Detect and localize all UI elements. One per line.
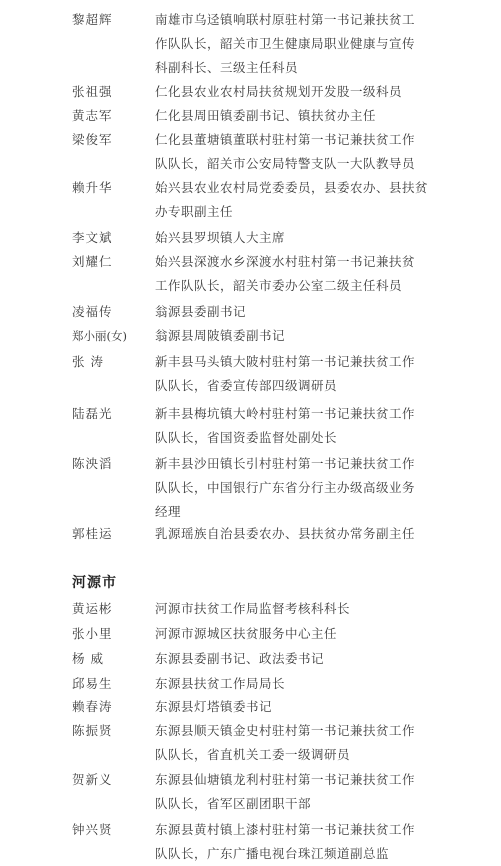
position-line: 队队长，中国银行广东省分行主办级高级业务	[155, 480, 416, 495]
position-line: 河源市扶贫工作局监督考核科科长	[155, 601, 351, 616]
person-name: 黄运彬	[72, 601, 113, 616]
person-position	[155, 597, 447, 621]
position-line: 始兴县罗坝镇人大主席	[155, 230, 286, 245]
person-name: 张祖强	[72, 84, 113, 99]
position-line: 翁源县委副书记	[155, 304, 247, 319]
section-heading: 河源市	[72, 575, 117, 591]
person-name: 张 涛	[72, 354, 104, 369]
person-name: 郭桂运	[72, 526, 113, 541]
position-line: 队队长，韶关市公安局特警支队一大队教导员	[155, 156, 416, 171]
position-line: 始兴县农业农村局党委委员，县委农办、县扶贫	[155, 180, 429, 195]
position-line: 新丰县马头镇大陂村驻村第一书记兼扶贫工作	[155, 354, 416, 369]
position-line: 作队队长，韶关市卫生健康局职业健康与宣传	[155, 36, 416, 51]
person-name: 杨 威	[72, 651, 104, 666]
position-line: 科副科长、三级主任科员	[155, 60, 299, 75]
person-position	[155, 350, 447, 398]
position-line: 队队长，省委宣传部四级调研员	[155, 378, 338, 393]
position-line: 队队长，省国资委监督处副处长	[155, 430, 338, 445]
person-position	[155, 104, 447, 128]
position-line: 队队长，广东广播电视台珠江频道副总监	[155, 846, 390, 861]
person-position	[155, 402, 447, 450]
person-position	[155, 324, 447, 348]
position-line: 乳源瑶族自治县委农办、县扶贫办常务副主任	[155, 526, 416, 541]
person-name: 郑小丽(女)	[72, 329, 127, 343]
person-name: 陈泱滔	[72, 456, 113, 471]
position-line: 东源县仙塘镇龙利村驻村第一书记兼扶贫工作	[155, 772, 416, 787]
person-position	[155, 176, 447, 224]
position-line: 经理	[155, 504, 182, 519]
person-name: 钟兴贤	[72, 822, 113, 837]
position-line: 队队长，省军区副团职干部	[155, 796, 312, 811]
position-line: 始兴县深渡水乡深渡水村驻村第一书记兼扶贫	[155, 254, 416, 269]
person-name: 刘耀仁	[72, 254, 113, 269]
person-position	[155, 452, 447, 524]
person-name: 梁俊军	[72, 132, 113, 147]
position-line: 仁化县董塘镇董联村驻村第一书记兼扶贫工作	[155, 132, 416, 147]
position-line: 东源县委副书记、政法委书记	[155, 651, 325, 666]
person-name: 陆磊光	[72, 406, 113, 421]
position-line: 队队长，省直机关工委一级调研员	[155, 747, 351, 762]
position-line: 翁源县周陂镇委副书记	[155, 328, 286, 343]
position-line: 仁化县周田镇委副书记、镇扶贫办主任	[155, 108, 377, 123]
person-position	[155, 522, 447, 546]
person-name: 张小里	[72, 626, 113, 641]
position-line: 东源县灯塔镇委书记	[155, 699, 273, 714]
person-position	[155, 768, 447, 816]
person-position	[155, 622, 447, 646]
person-position	[155, 226, 447, 250]
position-line: 东源县黄村镇上漆村驻村第一书记兼扶贫工作	[155, 822, 416, 837]
person-name: 邱易生	[72, 676, 113, 691]
position-line: 新丰县沙田镇长引村驻村第一书记兼扶贫工作	[155, 456, 416, 471]
position-line: 东源县扶贫工作局局长	[155, 676, 286, 691]
position-line: 仁化县农业农村局扶贫规划开发股一级科员	[155, 84, 403, 99]
person-position	[155, 8, 447, 80]
person-name: 李文斌	[72, 230, 113, 245]
position-line: 办专职副主任	[155, 204, 234, 219]
person-position	[155, 818, 447, 866]
position-line: 河源市源城区扶贫服务中心主任	[155, 626, 338, 641]
person-name: 凌福传	[72, 304, 113, 319]
position-line: 新丰县梅坑镇大岭村驻村第一书记兼扶贫工作	[155, 406, 416, 421]
person-name: 赖升华	[72, 180, 113, 195]
person-name: 贺新义	[72, 772, 113, 787]
position-line: 东源县顺天镇金史村驻村第一书记兼扶贫工作	[155, 723, 416, 738]
person-position	[155, 300, 447, 324]
person-position	[155, 250, 447, 298]
person-position	[155, 128, 447, 176]
person-name: 陈振贤	[72, 723, 113, 738]
person-name: 黎超辉	[72, 12, 113, 27]
person-position	[155, 80, 447, 104]
person-name: 赖春涛	[72, 699, 113, 714]
position-line: 工作队队长，韶关市委办公室二级主任科员	[155, 278, 403, 293]
person-position	[155, 647, 447, 671]
person-position	[155, 695, 447, 719]
person-position	[155, 672, 447, 696]
person-position	[155, 719, 447, 767]
position-line: 南雄市乌迳镇响联村原驻村第一书记兼扶贫工	[155, 12, 416, 27]
person-name: 黄志军	[72, 108, 113, 123]
